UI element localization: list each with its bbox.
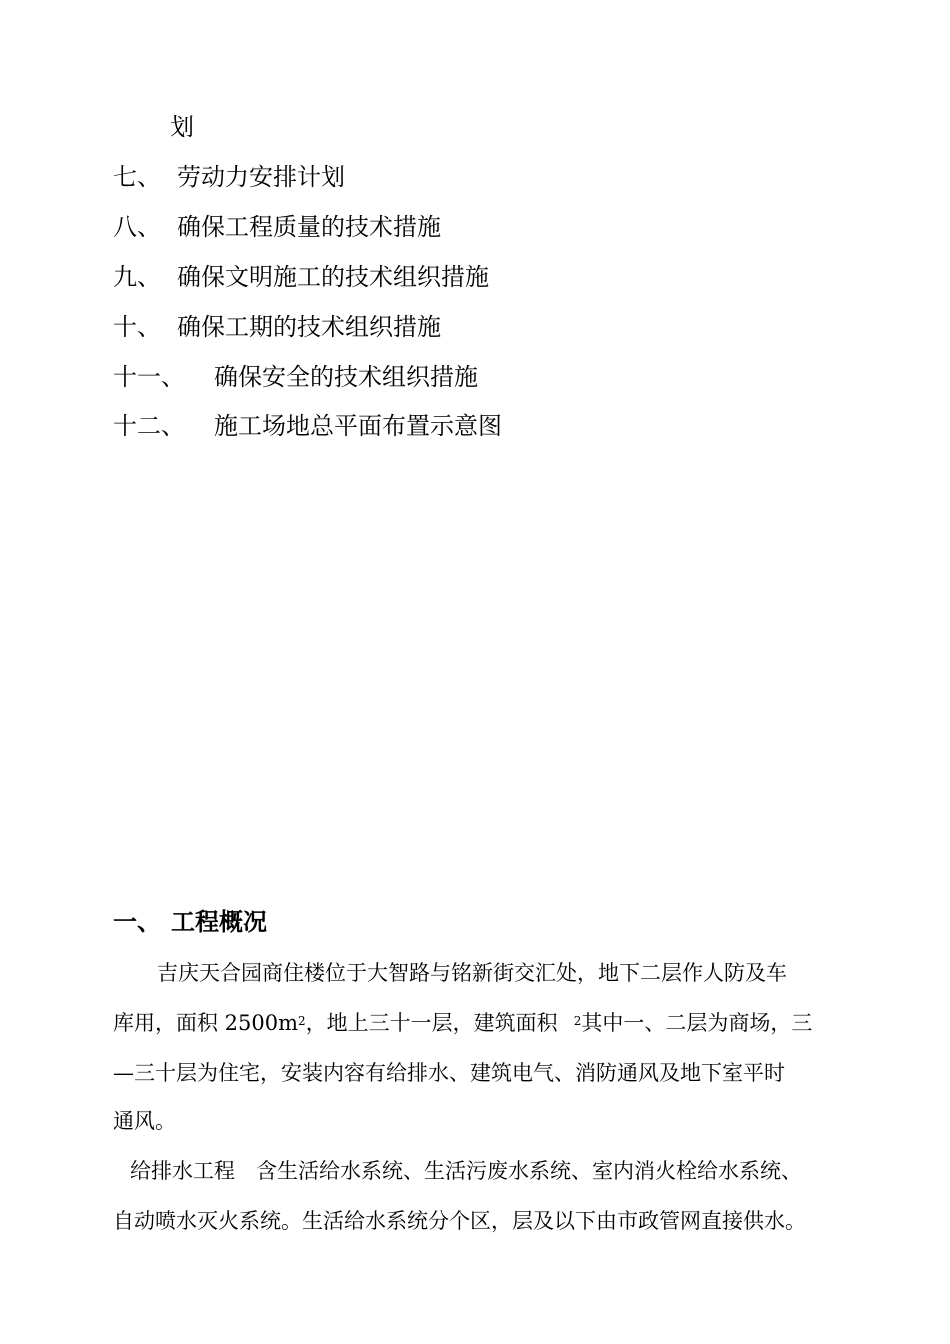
toc-item-11 (113, 362, 478, 392)
toc-item-text: 劳动力安排计划 (177, 163, 345, 191)
paragraph-line: 通风。 (113, 1109, 176, 1133)
toc-item-7 (113, 162, 345, 192)
toc-item-text: 确保安全的技术组织措施 (214, 363, 478, 391)
paragraph-text: 其中一、二层为商场，三 (581, 1011, 813, 1035)
toc-item-text: 施工场地总平面布置示意图 (214, 412, 502, 440)
paragraph-text: ，地上三十一层，建筑面积 (305, 1011, 558, 1035)
paragraph-line: —三十层为住宅，安装内容有给排水、建筑电气、消防通风及地下室平时 (113, 1061, 785, 1085)
toc-item-text: 确保工期的技术组织措施 (177, 313, 441, 341)
toc-item-number: 十一、 (113, 363, 185, 391)
paragraph-text: 库用，面积 2500m (113, 1011, 299, 1035)
toc-item-text: 确保工程质量的技术措施 (177, 213, 441, 241)
paragraph-line: 吉庆天合园商住楼位于大智路与铭新街交汇处，地下二层作人防及车 (157, 961, 787, 985)
section-number: 一、 (113, 907, 161, 936)
superscript: 2 (573, 1014, 582, 1028)
toc-item-9 (113, 262, 489, 292)
paragraph-line: 自动喷水灭火系统。生活给水系统分个区，层及以下由市政管网直接供水。 (113, 1209, 806, 1233)
toc-item-12 (113, 411, 502, 441)
paragraph-line (113, 1008, 812, 1038)
toc-continuation: 划 (170, 113, 194, 141)
toc-item-number: 七、 (113, 163, 161, 191)
toc-item-8 (113, 212, 441, 242)
toc-item-text: 确保文明施工的技术组织措施 (177, 263, 489, 291)
toc-item-number: 八、 (113, 213, 161, 241)
toc-item-10 (113, 312, 441, 342)
toc-item-number: 九、 (113, 263, 161, 291)
paragraph-line: 给排水工程 含生活给水系统、生活污废水系统、室内消火栓给水系统、 (130, 1159, 802, 1183)
section-title: 工程概况 (171, 907, 267, 936)
superscript: 2 (298, 1014, 306, 1028)
toc-item-number: 十二、 (113, 412, 185, 440)
toc-item-number: 十、 (113, 313, 161, 341)
section-heading (113, 906, 267, 938)
